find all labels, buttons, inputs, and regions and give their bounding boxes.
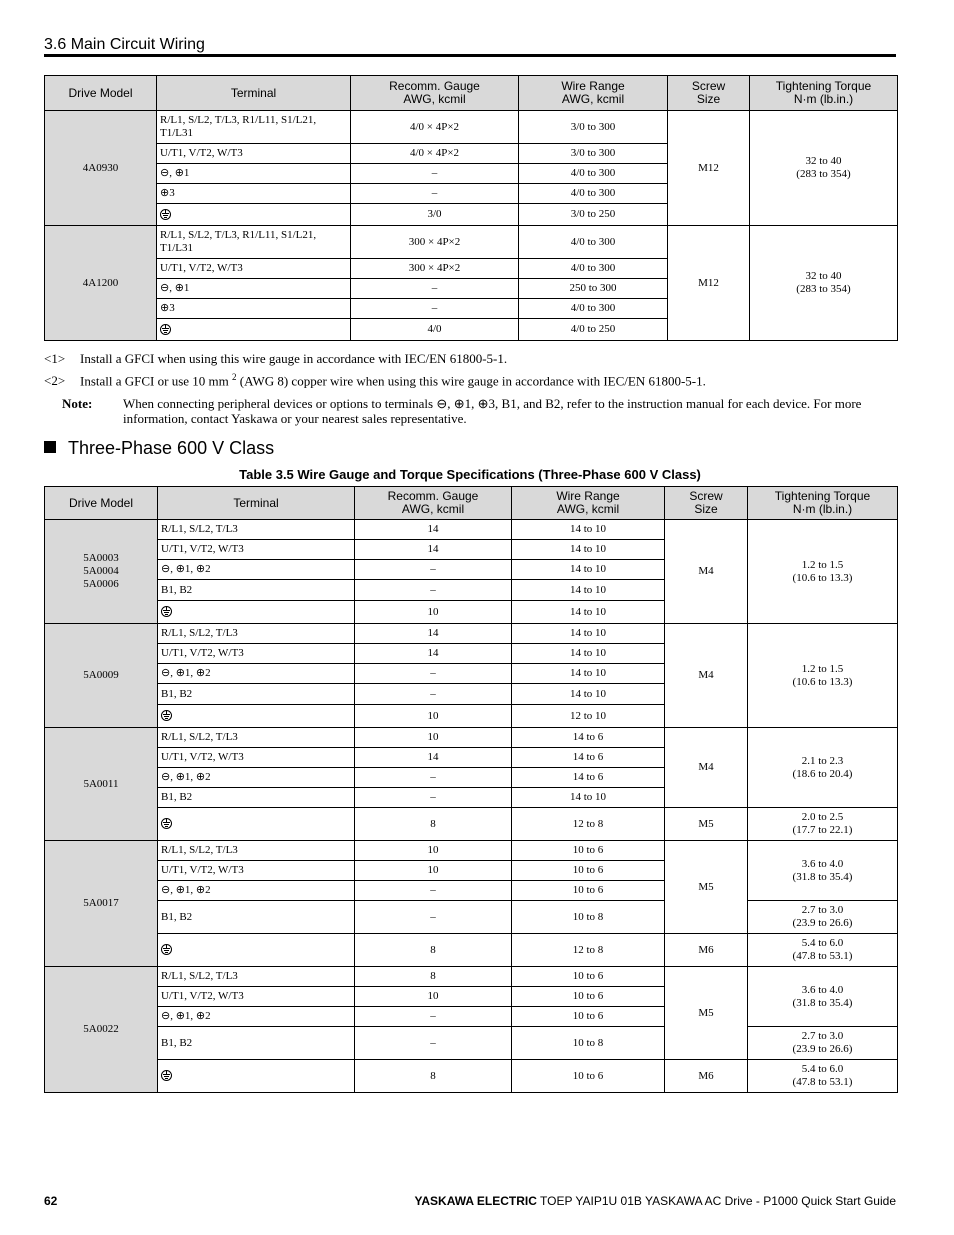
drive-model-line: 5A0003 bbox=[83, 552, 119, 564]
note-text: When connecting peripheral devices or options to terminals ⊖, ⊕1, ⊕3, B1, and B2, refer to the instruction manual for each device. For more information, contact Yaskawa or your nearest sales representative. bbox=[123, 396, 862, 426]
terminal-cell: ⊖, ⊕1, ⊕2 bbox=[158, 1007, 355, 1027]
wire-gauge-table-600v bbox=[44, 486, 898, 1093]
ground-icon bbox=[161, 818, 172, 829]
note-label: Note: bbox=[62, 396, 93, 411]
footnote-2 bbox=[44, 372, 706, 389]
gauge-cell: 4/0 × 4P×2 bbox=[351, 111, 519, 144]
table-row bbox=[45, 808, 898, 841]
wire-gauge-table-400v bbox=[44, 75, 898, 341]
terminal-cell bbox=[157, 319, 351, 341]
torque-line: (10.6 to 13.3) bbox=[792, 571, 853, 584]
range-cell: 14 to 10 bbox=[512, 664, 665, 684]
column-header-line: Recomm. Gauge bbox=[387, 489, 479, 503]
gauge-cell: 8 bbox=[355, 808, 512, 841]
gauge-cell: 14 bbox=[355, 644, 512, 664]
column-header bbox=[668, 76, 750, 111]
torque-line: 1.2 to 1.5 bbox=[801, 662, 844, 675]
terminal-cell bbox=[158, 808, 355, 841]
column-header-line: AWG, kcmil bbox=[401, 502, 465, 516]
gauge-cell: – bbox=[351, 164, 519, 184]
range-cell: 4/0 to 300 bbox=[519, 259, 668, 279]
terminal-cell: ⊖, ⊕1, ⊕2 bbox=[158, 560, 355, 580]
screw-size-cell: M12 bbox=[668, 226, 750, 341]
terminal-cell: R/L1, S/L2, T/L3 bbox=[158, 520, 355, 540]
subsection-title bbox=[44, 438, 274, 459]
range-cell: 10 to 6 bbox=[512, 1060, 665, 1093]
gauge-cell: 3/0 bbox=[351, 204, 519, 226]
column-header bbox=[748, 487, 898, 520]
section-title: 3.6 Main Circuit Wiring bbox=[44, 36, 205, 53]
torque-line: 2.7 to 3.0 bbox=[801, 1030, 844, 1042]
torque-line: (47.8 to 53.1) bbox=[792, 950, 853, 962]
range-cell: 10 to 6 bbox=[512, 881, 665, 901]
terminal-cell: R/L1, S/L2, T/L3 bbox=[158, 841, 355, 861]
terminal-cell: B1, B2 bbox=[158, 788, 355, 808]
range-cell: 14 to 10 bbox=[512, 788, 665, 808]
footnote-superscript: 2 bbox=[232, 372, 237, 382]
terminal-cell: B1, B2 bbox=[158, 901, 355, 934]
column-header-line: Screw bbox=[689, 489, 723, 503]
torque-line: 5.4 to 6.0 bbox=[801, 1063, 844, 1075]
screw-size-cell: M6 bbox=[665, 1060, 748, 1093]
gauge-cell: 8 bbox=[355, 967, 512, 987]
terminal-cell bbox=[158, 934, 355, 967]
range-cell: 14 to 10 bbox=[512, 601, 665, 624]
terminal-cell: U/T1, V/T2, W/T3 bbox=[158, 540, 355, 560]
terminal-cell: ⊕3 bbox=[157, 299, 351, 319]
table-row bbox=[45, 934, 898, 967]
footnote-tag: <1> bbox=[44, 351, 66, 366]
gauge-cell: – bbox=[351, 279, 519, 299]
range-cell: 14 to 10 bbox=[512, 520, 665, 540]
terminal-cell: B1, B2 bbox=[158, 1027, 355, 1060]
terminal-cell: ⊖, ⊕1 bbox=[157, 279, 351, 299]
range-cell: 4/0 to 250 bbox=[519, 319, 668, 341]
gauge-cell: 10 bbox=[355, 987, 512, 1007]
torque-cell bbox=[748, 520, 898, 624]
gauge-cell: 10 bbox=[355, 601, 512, 624]
terminal-cell: ⊖, ⊕1, ⊕2 bbox=[158, 768, 355, 788]
torque-line: (10.6 to 13.3) bbox=[792, 675, 853, 688]
range-cell: 14 to 10 bbox=[512, 580, 665, 601]
range-cell: 10 to 6 bbox=[512, 987, 665, 1007]
drive-model-cell bbox=[45, 967, 158, 1093]
gauge-cell: 10 bbox=[355, 705, 512, 728]
drive-model-cell bbox=[45, 841, 158, 967]
gauge-cell: – bbox=[355, 560, 512, 580]
torque-line: (31.8 to 35.4) bbox=[792, 996, 853, 1009]
gauge-cell: – bbox=[351, 184, 519, 204]
range-cell: 10 to 6 bbox=[512, 967, 665, 987]
footnote-1 bbox=[44, 351, 507, 367]
table-row bbox=[45, 520, 898, 540]
gauge-cell: – bbox=[355, 788, 512, 808]
table-row bbox=[45, 1027, 898, 1060]
drive-model-line: 5A0004 bbox=[83, 565, 119, 577]
range-cell: 14 to 10 bbox=[512, 684, 665, 705]
table-header-row bbox=[45, 487, 898, 520]
gauge-cell: 14 bbox=[355, 540, 512, 560]
torque-line: (18.6 to 20.4) bbox=[792, 767, 853, 780]
torque-line: (23.9 to 26.6) bbox=[792, 1043, 853, 1055]
footnote-text: Install a GFCI or use 10 mm bbox=[80, 373, 229, 389]
torque-line: 2.1 to 2.3 bbox=[801, 754, 844, 767]
gauge-cell: 10 bbox=[355, 841, 512, 861]
torque-line: 5.4 to 6.0 bbox=[801, 937, 844, 949]
range-cell: 14 to 6 bbox=[512, 748, 665, 768]
ground-icon bbox=[161, 944, 172, 955]
terminal-cell: R/L1, S/L2, T/L3 bbox=[158, 728, 355, 748]
ground-icon bbox=[161, 710, 172, 721]
column-header bbox=[665, 487, 748, 520]
drive-model-line: 5A0011 bbox=[83, 777, 119, 790]
column-header bbox=[351, 76, 519, 111]
column-header bbox=[45, 487, 158, 520]
range-cell: 10 to 6 bbox=[512, 841, 665, 861]
torque-cell bbox=[750, 226, 898, 341]
torque-line: (283 to 354) bbox=[796, 283, 851, 295]
gauge-cell: 14 bbox=[355, 748, 512, 768]
torque-cell bbox=[748, 967, 898, 1027]
torque-line: 32 to 40 bbox=[805, 155, 842, 167]
range-cell: 14 to 6 bbox=[512, 728, 665, 748]
range-cell: 12 to 10 bbox=[512, 705, 665, 728]
gauge-cell: – bbox=[355, 901, 512, 934]
torque-cell bbox=[748, 808, 898, 841]
drive-model-line: 5A0017 bbox=[83, 897, 119, 909]
screw-size-cell: M5 bbox=[665, 808, 748, 841]
torque-cell bbox=[748, 624, 898, 728]
gauge-cell: – bbox=[355, 580, 512, 601]
terminal-cell: R/L1, S/L2, T/L3, R1/L11, S1/L21, T1/L31 bbox=[157, 226, 351, 259]
screw-size-cell: M5 bbox=[665, 967, 748, 1060]
gauge-cell: 300 × 4P×2 bbox=[351, 226, 519, 259]
torque-line: 3.6 to 4.0 bbox=[801, 983, 844, 996]
drive-model-cell bbox=[45, 624, 158, 728]
gauge-cell: 8 bbox=[355, 934, 512, 967]
screw-size-cell: M6 bbox=[665, 934, 748, 967]
gauge-cell: 10 bbox=[355, 861, 512, 881]
table-row bbox=[45, 226, 898, 259]
terminal-cell: ⊖, ⊕1 bbox=[157, 164, 351, 184]
gauge-cell: 8 bbox=[355, 1060, 512, 1093]
column-header-line: Screw bbox=[691, 79, 726, 93]
terminal-cell: B1, B2 bbox=[158, 684, 355, 705]
screw-size-cell: M4 bbox=[665, 624, 748, 728]
table-row bbox=[45, 728, 898, 748]
gauge-cell: 14 bbox=[355, 520, 512, 540]
range-cell: 4/0 to 300 bbox=[519, 299, 668, 319]
range-cell: 14 to 10 bbox=[512, 560, 665, 580]
ground-icon bbox=[160, 209, 171, 220]
range-cell: 3/0 to 300 bbox=[519, 144, 668, 164]
column-header-line: Drive Model bbox=[68, 85, 133, 100]
terminal-cell: U/T1, V/T2, W/T3 bbox=[157, 259, 351, 279]
column-header-line: Tightening Torque bbox=[774, 489, 871, 503]
terminal-cell: R/L1, S/L2, T/L3, R1/L11, S1/L21, T1/L31 bbox=[157, 111, 351, 144]
torque-cell bbox=[748, 1060, 898, 1093]
column-header-line: Size bbox=[696, 92, 721, 106]
torque-line: 2.7 to 3.0 bbox=[801, 904, 844, 916]
gauge-cell: – bbox=[355, 1027, 512, 1060]
range-cell: 12 to 8 bbox=[512, 808, 665, 841]
table-row bbox=[45, 841, 898, 861]
range-cell: 4/0 to 300 bbox=[519, 184, 668, 204]
drive-model-line: 5A0009 bbox=[83, 669, 119, 681]
gauge-cell: 4/0 bbox=[351, 319, 519, 341]
table-header-row bbox=[45, 76, 898, 111]
column-header-line: Tightening Torque bbox=[775, 79, 872, 93]
torque-line: 3.6 to 4.0 bbox=[801, 857, 844, 870]
screw-size-cell: M5 bbox=[665, 841, 748, 934]
ground-icon bbox=[161, 606, 172, 617]
gauge-cell: – bbox=[355, 881, 512, 901]
column-header-line: AWG, kcmil bbox=[561, 92, 625, 106]
gauge-cell: – bbox=[355, 1007, 512, 1027]
column-header-line: Recomm. Gauge bbox=[389, 79, 480, 93]
range-cell: 4/0 to 300 bbox=[519, 164, 668, 184]
gauge-cell: 4/0 × 4P×2 bbox=[351, 144, 519, 164]
gauge-cell: 10 bbox=[355, 728, 512, 748]
footnote-tag: <2> bbox=[44, 373, 66, 389]
torque-cell bbox=[748, 934, 898, 967]
terminal-cell: B1, B2 bbox=[158, 580, 355, 601]
terminal-cell bbox=[158, 1060, 355, 1093]
drive-model-line: 5A0006 bbox=[83, 578, 119, 590]
terminal-cell: R/L1, S/L2, T/L3 bbox=[158, 967, 355, 987]
range-cell: 3/0 to 250 bbox=[519, 204, 668, 226]
terminal-cell bbox=[158, 601, 355, 624]
ground-icon bbox=[161, 1070, 172, 1081]
screw-size-cell: M4 bbox=[665, 520, 748, 624]
column-header-line: Terminal bbox=[230, 85, 277, 100]
range-cell: 10 to 6 bbox=[512, 861, 665, 881]
column-header bbox=[157, 76, 351, 111]
torque-cell bbox=[750, 111, 898, 226]
torque-line: 1.2 to 1.5 bbox=[801, 558, 844, 571]
table-row bbox=[45, 901, 898, 934]
column-header bbox=[512, 487, 665, 520]
terminal-cell: U/T1, V/T2, W/T3 bbox=[158, 987, 355, 1007]
torque-line: (23.9 to 26.6) bbox=[792, 917, 853, 929]
torque-cell bbox=[748, 901, 898, 934]
column-header-line: AWG, kcmil bbox=[403, 92, 466, 106]
table-row bbox=[45, 111, 898, 144]
terminal-cell: U/T1, V/T2, W/T3 bbox=[158, 644, 355, 664]
gauge-cell: – bbox=[355, 768, 512, 788]
terminal-cell bbox=[158, 705, 355, 728]
column-header-line: Terminal bbox=[233, 495, 279, 510]
range-cell: 14 to 10 bbox=[512, 644, 665, 664]
drive-model-cell: 4A1200 bbox=[45, 226, 157, 341]
table-row bbox=[45, 624, 898, 644]
terminal-cell: R/L1, S/L2, T/L3 bbox=[158, 624, 355, 644]
range-cell: 4/0 to 300 bbox=[519, 226, 668, 259]
gauge-cell: – bbox=[355, 684, 512, 705]
torque-line: (17.7 to 22.1) bbox=[792, 824, 853, 836]
terminal-cell: U/T1, V/T2, W/T3 bbox=[157, 144, 351, 164]
range-cell: 250 to 300 bbox=[519, 279, 668, 299]
footnote-text: (AWG 8) copper wire when using this wire gauge in accordance with IEC/EN 61800-5-1. bbox=[236, 373, 706, 389]
terminal-cell: U/T1, V/T2, W/T3 bbox=[158, 861, 355, 881]
table-row bbox=[45, 1060, 898, 1093]
range-cell: 14 to 6 bbox=[512, 768, 665, 788]
torque-line: (283 to 354) bbox=[796, 168, 851, 180]
torque-line: (47.8 to 53.1) bbox=[792, 1076, 853, 1088]
gauge-cell: – bbox=[355, 664, 512, 684]
table-caption: Table 3.5 Wire Gauge and Torque Specifications (Three-Phase 600 V Class) bbox=[239, 467, 701, 482]
footer-brand: YASKAWA ELECTRIC bbox=[414, 1194, 537, 1208]
range-cell: 12 to 8 bbox=[512, 934, 665, 967]
drive-model-cell bbox=[45, 520, 158, 624]
column-header-line: Size bbox=[694, 502, 718, 516]
terminal-cell: ⊖, ⊕1, ⊕2 bbox=[158, 881, 355, 901]
note bbox=[62, 396, 892, 426]
torque-cell bbox=[748, 728, 898, 808]
column-header bbox=[45, 76, 157, 111]
section-rule bbox=[44, 54, 896, 57]
torque-line: (31.8 to 35.4) bbox=[792, 870, 853, 883]
terminal-cell: ⊕3 bbox=[157, 184, 351, 204]
column-header-line: AWG, kcmil bbox=[556, 502, 620, 516]
gauge-cell: 14 bbox=[355, 624, 512, 644]
drive-model-cell: 4A0930 bbox=[45, 111, 157, 226]
footer-doc: TOEP YAIP1U 01B YASKAWA AC Drive - P1000 Quick Start Guide bbox=[536, 1194, 896, 1208]
torque-line: 32 to 40 bbox=[805, 270, 842, 282]
terminal-cell: ⊖, ⊕1, ⊕2 bbox=[158, 664, 355, 684]
range-cell: 10 to 8 bbox=[512, 1027, 665, 1060]
page-number: 62 bbox=[44, 1194, 58, 1208]
footnote-text: Install a GFCI when using this wire gauge in accordance with IEC/EN 61800-5-1. bbox=[80, 351, 508, 366]
drive-model-cell bbox=[45, 728, 158, 841]
terminal-cell: U/T1, V/T2, W/T3 bbox=[158, 748, 355, 768]
column-header bbox=[519, 76, 668, 111]
range-cell: 10 to 6 bbox=[512, 1007, 665, 1027]
range-cell: 14 to 10 bbox=[512, 540, 665, 560]
column-header bbox=[355, 487, 512, 520]
square-bullet-icon bbox=[44, 441, 56, 453]
range-cell: 14 to 10 bbox=[512, 624, 665, 644]
ground-icon bbox=[160, 324, 171, 335]
column-header-line: Drive Model bbox=[68, 495, 134, 510]
range-cell: 3/0 to 300 bbox=[519, 111, 668, 144]
footer-text bbox=[414, 1194, 896, 1208]
screw-size-cell: M4 bbox=[665, 728, 748, 808]
gauge-cell: – bbox=[351, 299, 519, 319]
subsection-title-text: Three-Phase 600 V Class bbox=[68, 438, 275, 458]
column-header-line: Wire Range bbox=[556, 489, 620, 503]
column-header-line: N·m (lb.in.) bbox=[792, 502, 853, 516]
terminal-cell bbox=[157, 204, 351, 226]
gauge-cell: 300 × 4P×2 bbox=[351, 259, 519, 279]
screw-size-cell: M12 bbox=[668, 111, 750, 226]
drive-model-line: 5A0022 bbox=[83, 1023, 119, 1035]
table-row bbox=[45, 967, 898, 987]
range-cell: 10 to 8 bbox=[512, 901, 665, 934]
torque-line: 2.0 to 2.5 bbox=[801, 811, 844, 823]
torque-cell bbox=[748, 841, 898, 901]
column-header-line: Wire Range bbox=[561, 79, 625, 93]
column-header bbox=[750, 76, 898, 111]
column-header bbox=[158, 487, 355, 520]
torque-cell bbox=[748, 1027, 898, 1060]
column-header-line: N·m (lb.in.) bbox=[793, 92, 854, 106]
